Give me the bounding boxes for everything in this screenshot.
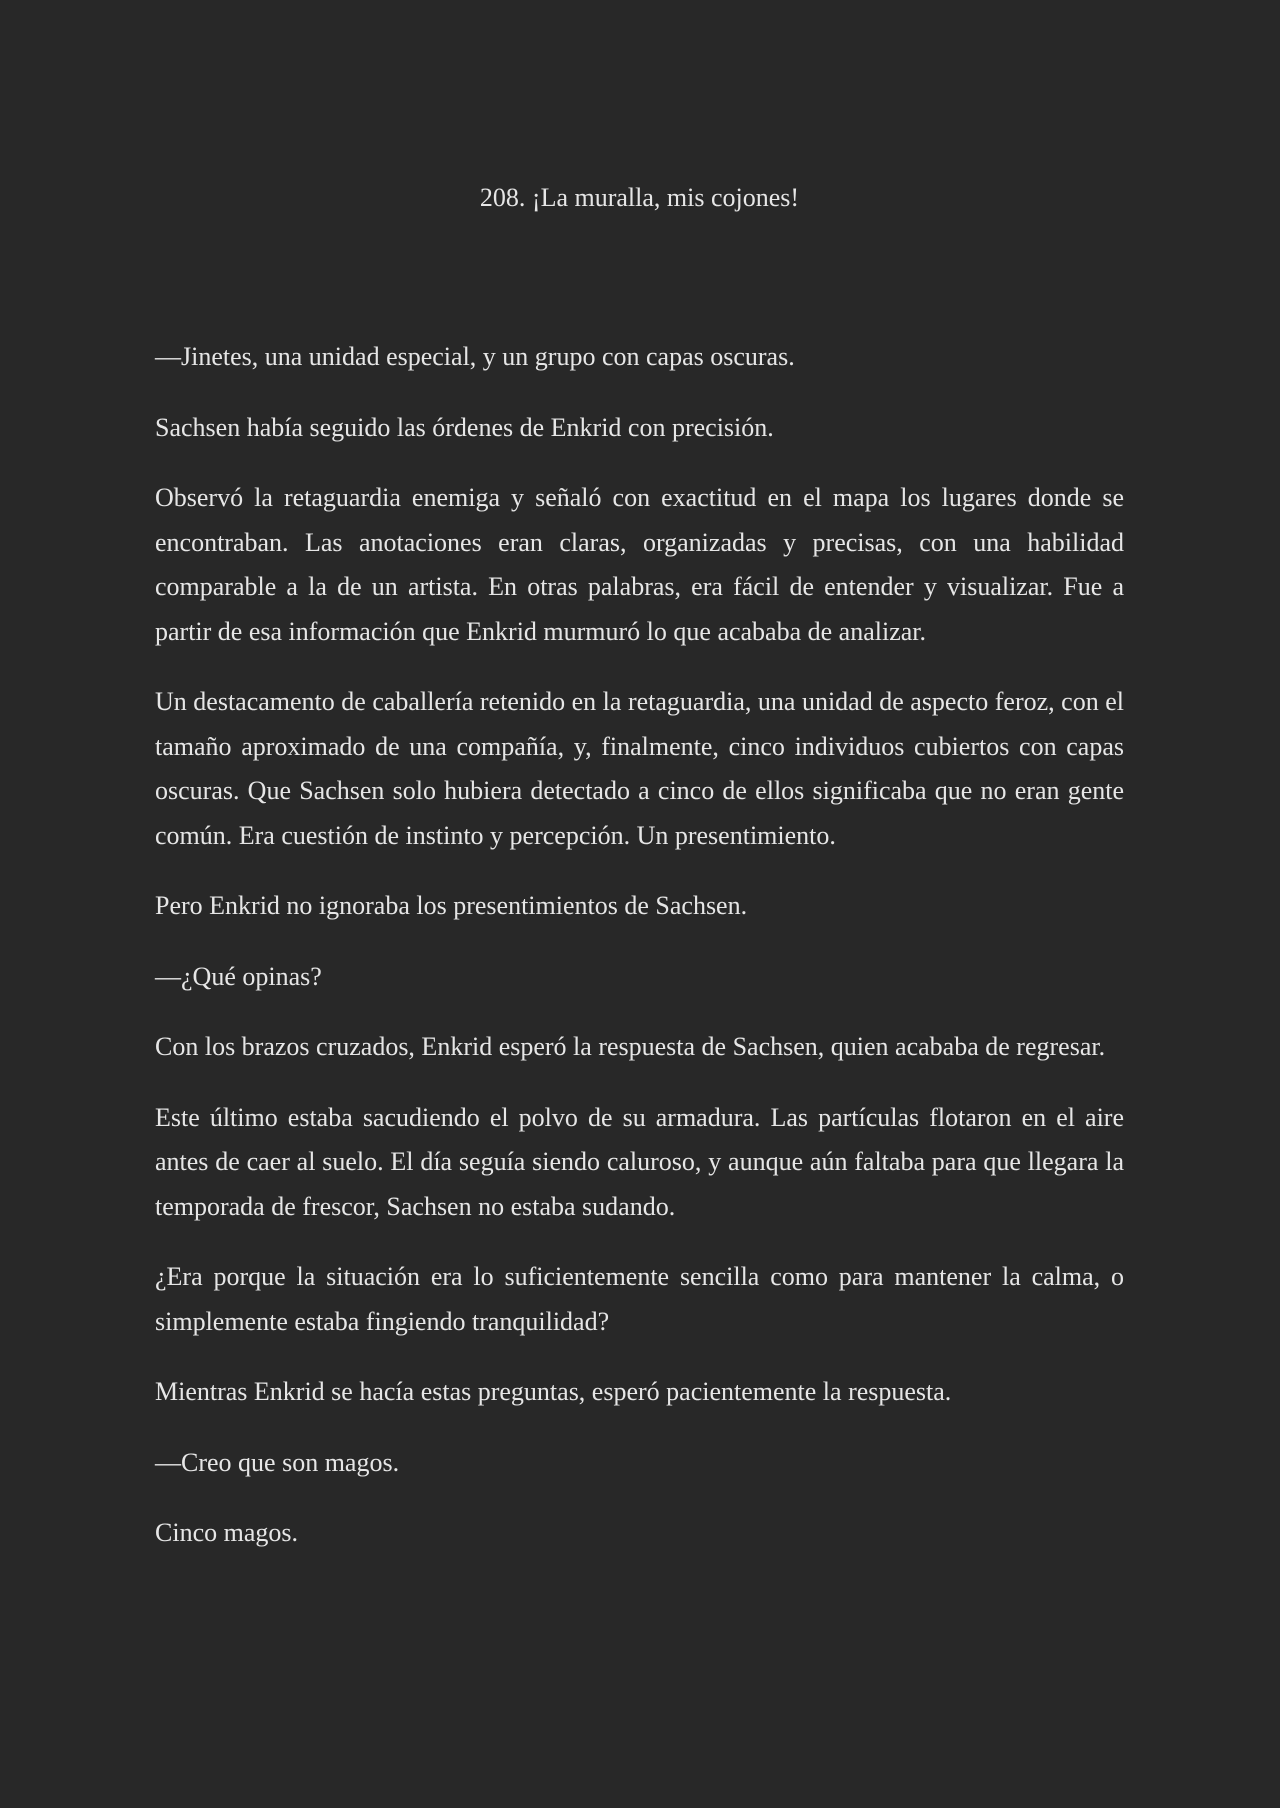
chapter-body <box>155 335 1124 1582</box>
paragraph: Sachsen había seguido las órdenes de Enkrid con precisión. <box>155 412 774 442</box>
paragraph: —Jinetes, una unidad especial, y un grupo con capas oscuras. <box>155 342 795 371</box>
chapter-title: 208. ¡La muralla, mis cojones! <box>479 183 800 212</box>
paragraph: Pero Enkrid no ignoraba los presentimientos de Sachsen. <box>155 891 748 920</box>
paragraph: Un destacamento de caballería retenido en la retaguardia, una unidad de aspecto feroz, con el tamaño aproximado de una compañía, y, finalmente, cinco individuos cubiertos con capas oscuras. Que Sachsen solo hubiera detectado a cinco de ellos significaba que no eran gente común. Era cuestión de instinto y percepción. Un presentimiento. <box>155 687 1124 850</box>
paragraph: —¿Qué opinas? <box>155 961 322 991</box>
paragraph: —Creo que son magos. <box>155 1447 400 1477</box>
paragraph: Cinco magos. <box>155 1518 298 1547</box>
paragraph: Observó la retaguardia enemiga y señaló con exactitud en el mapa los lugares donde se encontraban. Las anotaciones eran claras, organizadas y precisas, con una habilidad comparable a la de un artista. En otras palabras, era fácil de entender y visualizar. Fue a partir de esa información que Enkrid murmuró lo que acababa de analizar. <box>155 483 1124 646</box>
paragraph: ¿Era porque la situación era lo suficientemente sencilla como para mantener la calma, o simplemente estaba fingiendo tranquilidad? <box>155 1262 1124 1336</box>
paragraph: Con los brazos cruzados, Enkrid esperó la respuesta de Sachsen, quien acababa de regresar. <box>155 1032 1106 1061</box>
paragraph: Este último estaba sacudiendo el polvo de su armadura. Las partículas flotaron en el aire antes de caer al suelo. El día seguía siendo caluroso, y aunque aún faltaba para que llegara la temporada de frescor, Sachsen no estaba sudando. <box>155 1102 1124 1221</box>
paragraph: Mientras Enkrid se hacía estas preguntas, esperó pacientemente la respuesta. <box>155 1377 952 1406</box>
